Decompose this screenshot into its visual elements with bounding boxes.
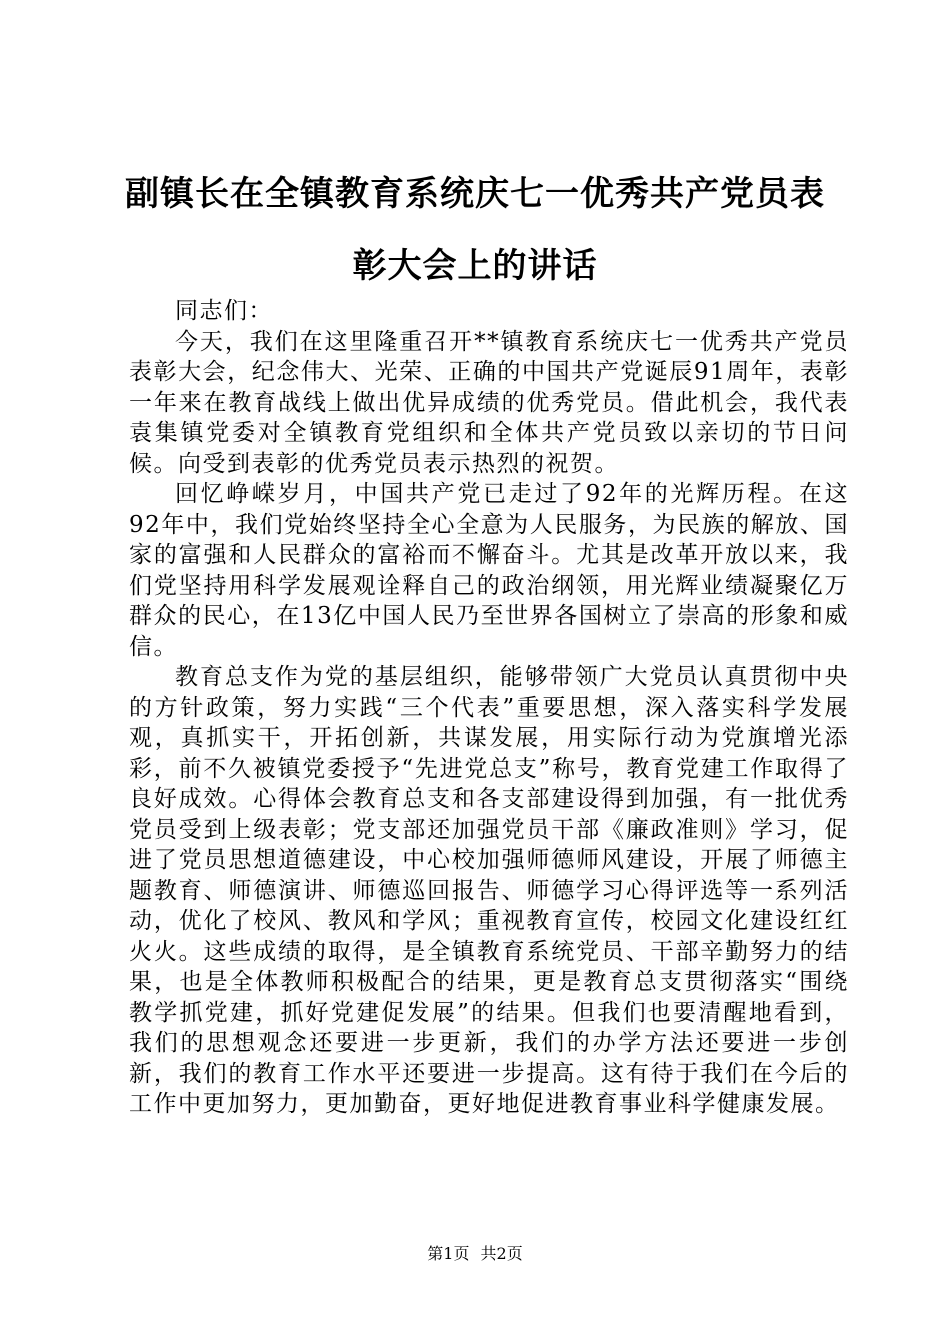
page-total: 共2页 xyxy=(480,1244,523,1263)
document-body xyxy=(129,296,849,1120)
page-number: 第1页 xyxy=(427,1244,470,1263)
paragraph: 回忆峥嵘岁月，中国共产党已走过了92年的光辉历程。在这92年中，我们党始终坚持全心全意为人民服务，为民族的解放、国家的富强和人民群众的富裕而不懈奋斗。尤其是改革开放以来，我们党坚持用科学发展观诠释自己的政治纲领，用光辉业绩凝聚亿万群众的民心，在13亿中国人民乃至世界各国树立了崇高的形象和威信。 xyxy=(129,481,849,660)
salutation: 同志们： xyxy=(175,298,273,324)
paragraph: 今天，我们在这里隆重召开**镇教育系统庆七一优秀共产党员表彰大会，纪念伟大、光荣、正确的中国共产党诞辰91周年，表彰一年来在教育战线上做出优异成绩的优秀党员。借此机会，我代表袁集镇党委对全镇教育党组织和全体共产党员致以亲切的节日问候。向受到表彰的优秀党员表示热烈的祝贺。 xyxy=(129,328,849,477)
document-title: 副镇长在全镇教育系统庆七一优秀共产党员表彰大会上的讲话 xyxy=(125,174,825,286)
page-footer xyxy=(0,1243,950,1265)
paragraph: 教育总支作为党的基层组织，能够带领广大党员认真贯彻中央的方针政策，努力实践“三个代表”重要思想，深入落实科学发展观，真抓实干，开拓创新，共谋发展，用实际行动为党旗增光添彩，前不久被镇党委授予“先进党总支”称号，教育党建工作取得了良好成效。心得体会教育总支和各支部建设得到加强，有一批优秀党员受到上级表彰；党支部还加强党员干部《廉政准则》学习，促进了党员思想道德建设，中心校加强师德师风建设，开展了师德主题教育、师德演讲、师德巡回报告、师德学习心得评选等一系列活动，优化了校风、教风和学风；重视教育宣传，校园文化建设红红火火。这些成绩的取得，是全镇教育系统党员、干部辛勤努力的结果，也是全体教师积极配合的结果，更是教育总支贯彻落实“围绕教学抓党建，抓好党建促发展”的结果。但我们也要清醒地看到，我们的思想观念还要进一步更新，我们的办学方法还要进一步创新，我们的教育工作水平还要进一步提高。这有待于我们在今后的工作中更加努力，更加勤奋，更好地促进教育事业科学健康发展。 xyxy=(129,664,849,1117)
